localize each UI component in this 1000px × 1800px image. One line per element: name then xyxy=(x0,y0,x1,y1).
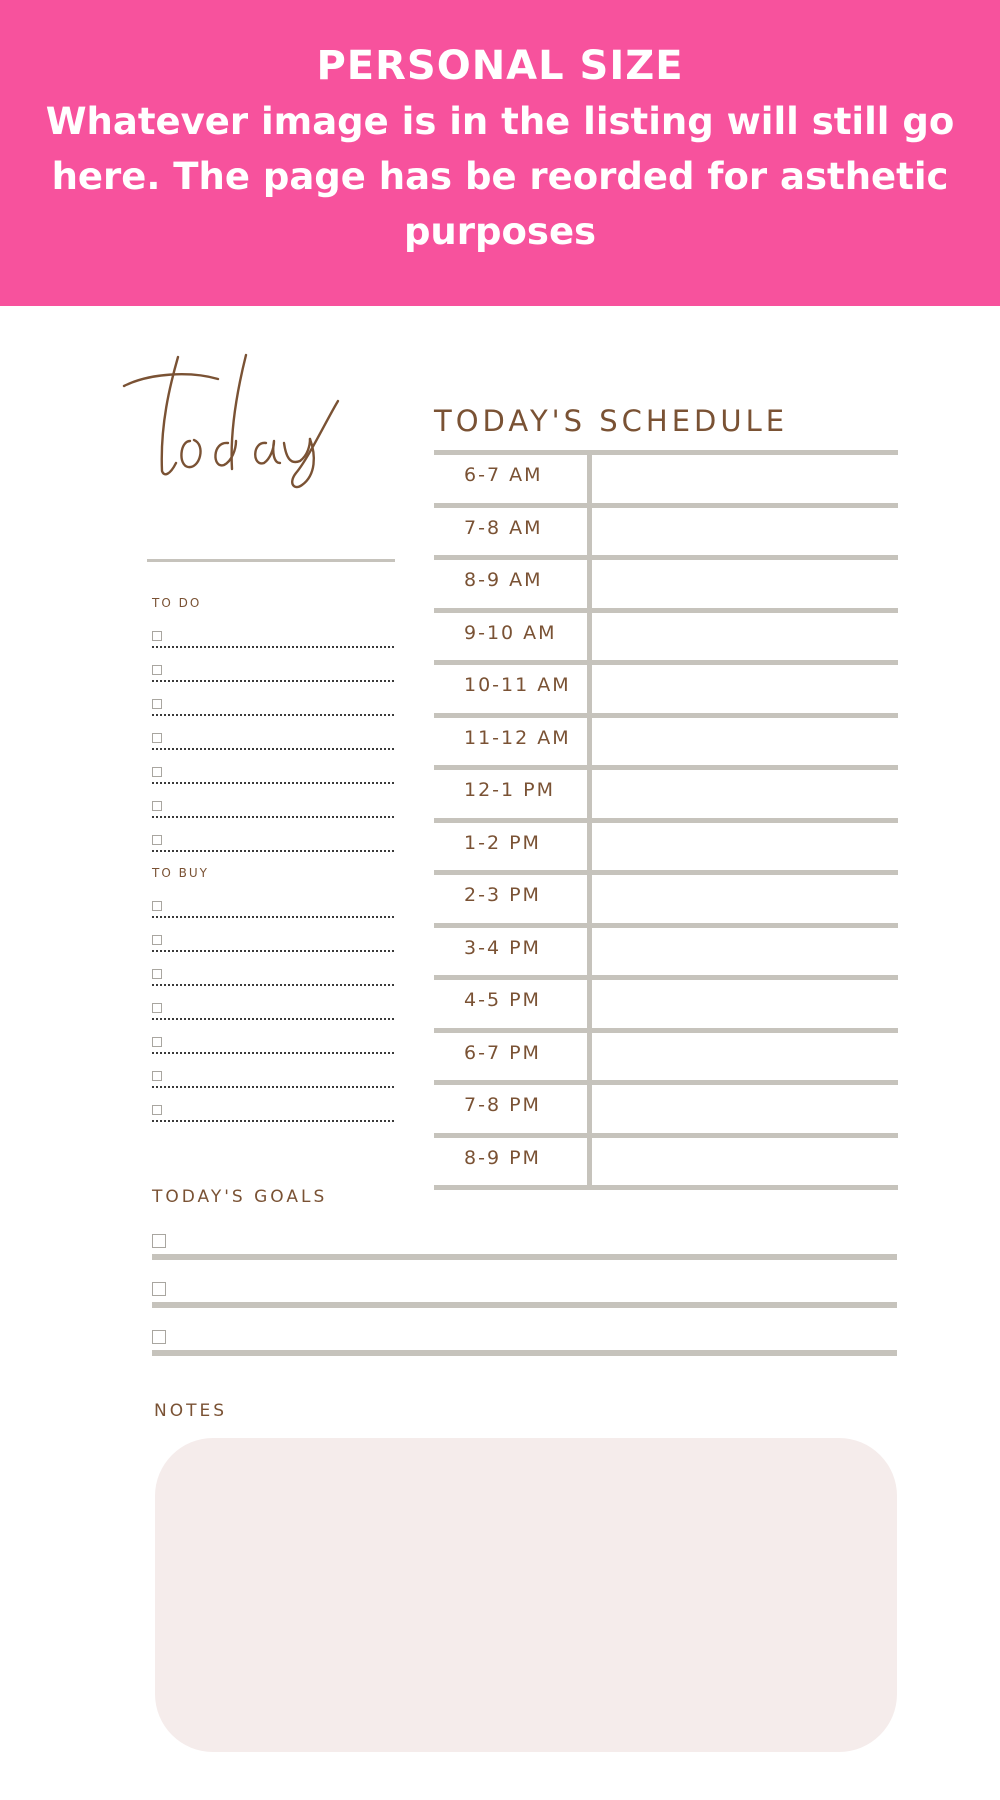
todo-label: TO DO xyxy=(152,596,202,610)
schedule-entry-cell[interactable] xyxy=(592,928,898,976)
checkbox-icon[interactable] xyxy=(152,835,162,845)
banner-message: Whatever image is in the listing will still go here. The page has be reorded for asthetic purposes xyxy=(45,100,955,253)
schedule-time-label: 1-2 PM xyxy=(464,832,541,854)
goal-line xyxy=(152,1302,897,1308)
tobuy-row[interactable] xyxy=(152,1068,394,1088)
schedule-time-label: 8-9 AM xyxy=(464,569,543,591)
checkbox-icon[interactable] xyxy=(152,1105,162,1115)
checkbox-icon[interactable] xyxy=(152,1037,162,1047)
today-script-logo xyxy=(120,345,360,495)
tobuy-row[interactable] xyxy=(152,932,394,952)
schedule-entry-cell[interactable] xyxy=(592,770,898,818)
schedule-entry-cell[interactable] xyxy=(592,613,898,661)
schedule-entry-cell[interactable] xyxy=(592,875,898,923)
checkbox-icon[interactable] xyxy=(152,665,162,675)
schedule-entry-cell[interactable] xyxy=(592,718,898,766)
checkbox-icon[interactable] xyxy=(152,699,162,709)
tobuy-row[interactable] xyxy=(152,966,394,986)
tobuy-row[interactable] xyxy=(152,1000,394,1020)
notes-title: NOTES xyxy=(154,1401,228,1421)
todo-row[interactable] xyxy=(152,628,394,648)
checkbox-icon[interactable] xyxy=(152,767,162,777)
schedule-entry-cell[interactable] xyxy=(592,980,898,1028)
schedule-entry-cell[interactable] xyxy=(592,1138,898,1186)
checkbox-icon[interactable] xyxy=(152,1234,166,1248)
checkbox-icon[interactable] xyxy=(152,935,162,945)
schedule-time-label: 7-8 AM xyxy=(464,517,543,539)
schedule-title: TODAY'S SCHEDULE xyxy=(434,404,789,438)
schedule-time-label: 12-1 PM xyxy=(464,779,556,801)
notes-area[interactable] xyxy=(155,1438,897,1752)
goal-row[interactable] xyxy=(152,1330,897,1356)
checkbox-icon[interactable] xyxy=(152,1071,162,1081)
goal-row[interactable] xyxy=(152,1234,897,1260)
schedule-time-label: 6-7 PM xyxy=(464,1042,541,1064)
goal-line xyxy=(152,1254,897,1260)
checkbox-icon[interactable] xyxy=(152,969,162,979)
schedule-time-label: 2-3 PM xyxy=(464,884,541,906)
schedule-time-label: 8-9 PM xyxy=(464,1147,541,1169)
schedule-time-label: 4-5 PM xyxy=(464,989,541,1011)
checkbox-icon[interactable] xyxy=(152,1003,162,1013)
goal-line xyxy=(152,1350,897,1356)
schedule-time-label: 6-7 AM xyxy=(464,464,543,486)
schedule-time-label: 3-4 PM xyxy=(464,937,541,959)
checkbox-icon[interactable] xyxy=(152,631,162,641)
checkbox-icon[interactable] xyxy=(152,801,162,811)
schedule-entry-cell[interactable] xyxy=(592,823,898,871)
banner-title: PERSONAL SIZE xyxy=(316,43,684,89)
schedule-entry-cell[interactable] xyxy=(592,455,898,503)
schedule-entry-cell[interactable] xyxy=(592,1033,898,1081)
left-divider xyxy=(147,559,395,562)
todo-row[interactable] xyxy=(152,764,394,784)
schedule-time-label: 9-10 AM xyxy=(464,622,557,644)
goal-row[interactable] xyxy=(152,1282,897,1308)
schedule-time-label: 10-11 AM xyxy=(464,674,571,696)
schedule-grid xyxy=(434,450,898,1187)
tobuy-row[interactable] xyxy=(152,898,394,918)
schedule-time-label: 11-12 AM xyxy=(464,727,571,749)
checkbox-icon[interactable] xyxy=(152,901,162,911)
header-banner xyxy=(0,0,1000,306)
todo-row[interactable] xyxy=(152,798,394,818)
checkbox-icon[interactable] xyxy=(152,733,162,743)
todo-row[interactable] xyxy=(152,832,394,852)
schedule-entry-cell[interactable] xyxy=(592,508,898,556)
todo-row[interactable] xyxy=(152,662,394,682)
todo-row[interactable] xyxy=(152,730,394,750)
schedule-time-label: 7-8 PM xyxy=(464,1094,541,1116)
goals-title: TODAY'S GOALS xyxy=(152,1187,328,1207)
schedule-entry-cell[interactable] xyxy=(592,560,898,608)
tobuy-label: TO BUY xyxy=(152,866,209,880)
checkbox-icon[interactable] xyxy=(152,1282,166,1296)
checkbox-icon[interactable] xyxy=(152,1330,166,1344)
schedule-entry-cell[interactable] xyxy=(592,665,898,713)
todo-row[interactable] xyxy=(152,696,394,716)
tobuy-row[interactable] xyxy=(152,1102,394,1122)
tobuy-row[interactable] xyxy=(152,1034,394,1054)
schedule-entry-cell[interactable] xyxy=(592,1085,898,1133)
